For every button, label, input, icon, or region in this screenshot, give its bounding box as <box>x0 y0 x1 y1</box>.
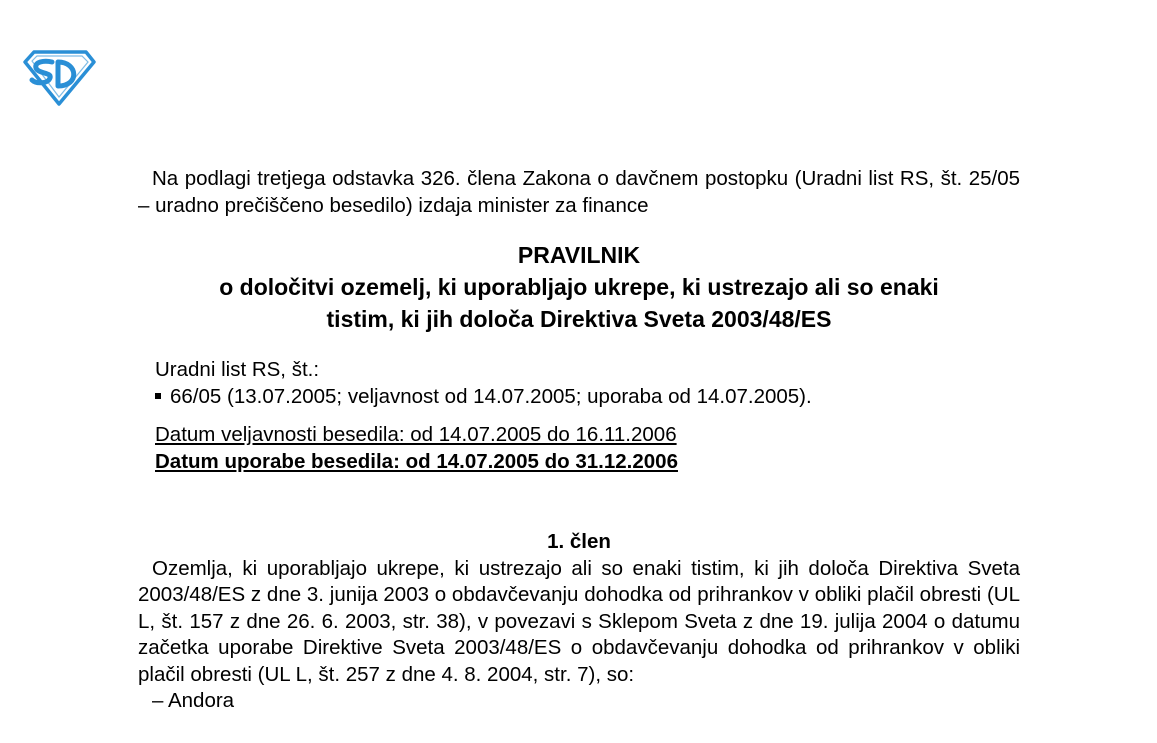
sd-logo-icon <box>22 48 96 106</box>
title-line-1: PRAVILNIK <box>517 242 641 268</box>
gazette-item-text: 66/05 (13.07.2005; veljavnost od 14.07.2005; uporaba od 14.07.2005). <box>170 384 812 408</box>
preamble-paragraph: Na podlagi tretjega odstavka 326. člena Zakona o davčnem postopku (Uradni list RS, št. 25/05 – uradno prečiščeno besedilo) izdaja minister za finance <box>138 167 1020 217</box>
gazette-reference <box>138 357 1020 410</box>
article-1-body: Ozemlja, ki uporabljajo ukrepe, ki ustrezajo ali so enaki tistim, ki jih določa Direktiva Sveta 2003/48/ES z dne 3. junija 2003 o obdavčevanju dohodka od prihrankov v obliki plačil obresti (UL L, št. 157 z dne 26. 6. 2003, str. 38), v povezavi s Sklepom Sveta z dne 19. julija 2004 o datumu začetka uporabe Direktive Sveta 2003/48/ES o obdavčevanju dohodka od prihrankov v obliki plačil obresti (UL L, št. 257 z dne 4. 8. 2004, str. 7), so: <box>138 556 1020 686</box>
document-page <box>138 166 1020 715</box>
text-dates <box>138 422 1020 475</box>
validity-date: Datum veljavnosti besedila: od 14.07.2005 do 16.11.2006 <box>155 423 677 446</box>
list-item: – Andora <box>152 689 235 712</box>
title-line-2: o določitvi ozemelj, ki uporabljajo ukrepe, ki ustrezajo ali so enaki <box>219 274 939 300</box>
article-1-heading: 1. člen <box>547 530 611 553</box>
document-title <box>138 239 1020 335</box>
gazette-item <box>155 384 1020 411</box>
application-date: Datum uporabe besedila: od 14.07.2005 do 31.12.2006 <box>155 449 678 473</box>
title-line-3: tistim, ki jih določa Direktiva Sveta 2003/48/ES <box>326 306 832 332</box>
gazette-label: Uradni list RS, št.: <box>155 358 320 381</box>
bullet-icon <box>155 393 161 399</box>
